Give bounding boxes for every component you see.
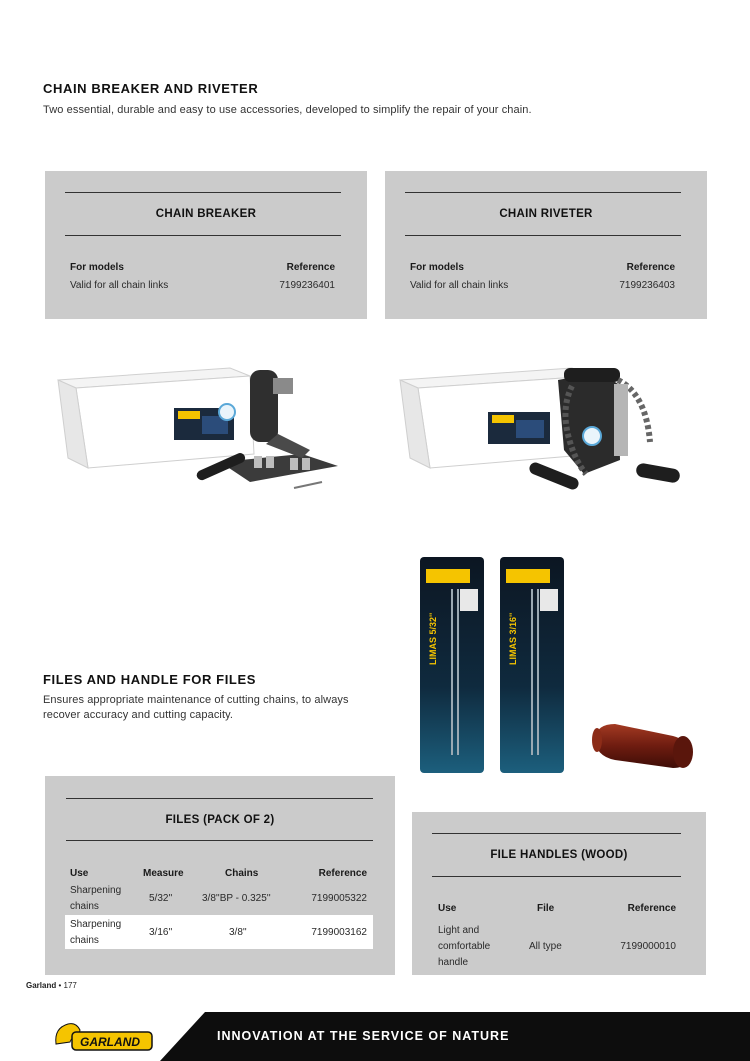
table-rule-top [65, 192, 341, 193]
chain-riveter-table [385, 171, 707, 319]
cell-reference: 7199236401 [279, 280, 335, 291]
cell-measure: 5/32'' [149, 893, 173, 904]
chain-breaker-product-image [40, 350, 345, 505]
column-header-reference: Reference [286, 262, 335, 273]
files-packaging-image [400, 545, 590, 780]
column-header-reference: Reference [627, 903, 676, 914]
column-header-chains: Chains [225, 868, 259, 879]
column-header-measure: Measure [143, 868, 184, 879]
cell-chains: 3/8''BP - 0.325'' [202, 893, 271, 904]
svg-text:LIMAS 5/32'': LIMAS 5/32'' [428, 612, 438, 665]
section-description-files-line2: recover accuracy and cutting capacity. [43, 709, 234, 721]
section-title-chain-breaker-riveter: CHAIN BREAKER AND RIVETER [43, 81, 259, 96]
table-rule-top [66, 798, 373, 799]
column-header-models: For models [410, 262, 464, 273]
section-description-files-line1: Ensures appropriate maintenance of cutting chains, to always [43, 694, 349, 706]
files-table [45, 776, 395, 975]
table-rule-top [432, 833, 681, 834]
garland-logo [50, 1018, 160, 1056]
cell-reference: 7199005322 [311, 893, 367, 904]
column-header-file: File [537, 903, 555, 914]
cell-file: All type [529, 941, 562, 952]
table-title: FILES (PACK OF 2) [165, 814, 275, 826]
column-header-use: Use [438, 903, 457, 914]
table-title: FILE HANDLES (WOOD) [490, 849, 628, 861]
footer-separator: • [58, 981, 62, 990]
cell-models: Valid for all chain links [410, 280, 509, 291]
section-description-chain: Two essential, durable and easy to use accessories, developed to simplify the repair of your chain. [43, 104, 532, 116]
footer-slogan: INNOVATION AT THE SERVICE OF NATURE [217, 1029, 510, 1043]
column-header-reference: Reference [626, 262, 675, 273]
section-title-files-handle: FILES AND HANDLE FOR FILES [43, 672, 257, 687]
table-rule-bottom [432, 876, 681, 877]
cell-use: handle [438, 957, 469, 968]
cell-use: chains [70, 935, 99, 946]
table-rule-bottom [66, 840, 373, 841]
page-number: 177 [63, 981, 77, 990]
column-header-models: For models [70, 262, 124, 273]
table-rule-bottom [65, 235, 341, 236]
table-rule-bottom [405, 235, 681, 236]
cell-use: Light and [438, 925, 480, 936]
cell-chains: 3/8'' [229, 927, 247, 938]
cell-measure: 3/16'' [149, 927, 173, 938]
column-header-use: Use [70, 868, 89, 879]
column-header-reference: Reference [318, 868, 367, 879]
cell-use: Sharpening [70, 919, 122, 930]
chain-riveter-product-image [388, 350, 693, 505]
cell-reference: 7199000010 [620, 941, 676, 952]
table-title: CHAIN BREAKER [155, 208, 257, 220]
file-handles-table [412, 812, 706, 975]
logo-text: GARLAND [80, 1035, 140, 1049]
cell-use: Sharpening [70, 885, 122, 896]
cell-reference: 7199236403 [619, 280, 675, 291]
cell-reference: 7199003162 [311, 927, 367, 938]
page-number-label [26, 981, 77, 990]
chain-breaker-table [45, 171, 367, 319]
table-rule-top [405, 192, 681, 193]
table-title: CHAIN RIVETER [499, 208, 593, 220]
cell-use: comfortable [438, 941, 491, 952]
footer-brand: Garland [26, 981, 57, 990]
cell-models: Valid for all chain links [70, 280, 169, 291]
svg-text:LIMAS 3/16'': LIMAS 3/16'' [508, 612, 518, 665]
cell-use: chains [70, 901, 99, 912]
wooden-file-handle-image [585, 710, 700, 780]
